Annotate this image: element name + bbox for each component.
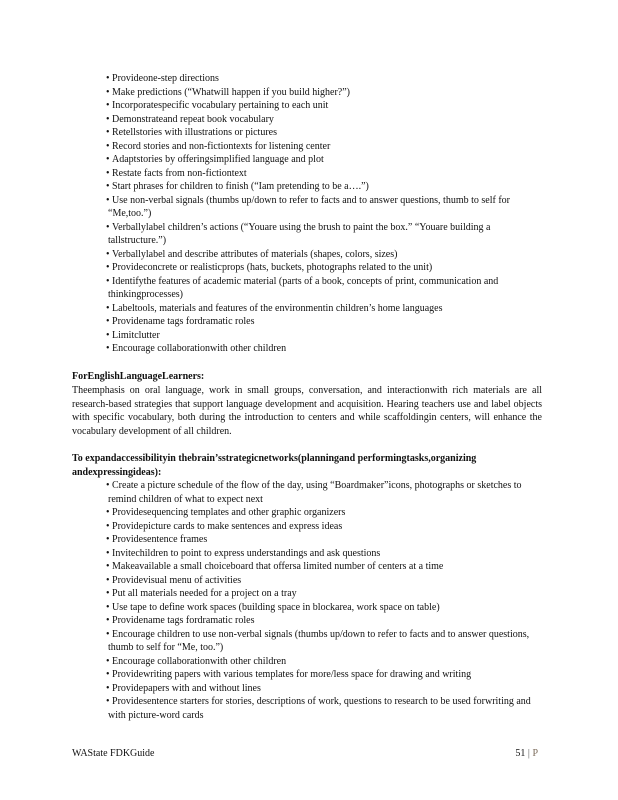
list-item: • Use non‐verbal signals (thumbs up/down to refer to facts and to answer questions, thumb to self for “Me,too.”) bbox=[108, 194, 540, 221]
list-item: • Put all materials needed for a project on a tray bbox=[108, 587, 540, 601]
list-item: • Verballylabel and describe attributes of materials (shapes, colors, sizes) bbox=[108, 248, 540, 262]
page-label: P bbox=[532, 748, 538, 759]
list-item: • Demonstrateand repeat book vocabulary bbox=[108, 113, 540, 127]
list-item: • Encourage collaborationwith other children bbox=[108, 342, 540, 356]
list-item: • Record stories and non‐fictiontexts for listening center bbox=[108, 140, 540, 154]
list-item: • Identifythe features of academic material (parts of a book, concepts of print, communication and thinkingprocesses) bbox=[108, 275, 540, 302]
ell-heading: ForEnglishLanguageLearners: bbox=[72, 371, 205, 382]
page-number: 51 bbox=[515, 748, 526, 759]
list-item: • Limitclutter bbox=[108, 329, 540, 343]
list-item: • Create a picture schedule of the flow of the day, using “Boardmaker”icons, photographs or sketches to remind children of what to expect next bbox=[108, 479, 540, 506]
list-item: • Providepapers with and without lines bbox=[108, 682, 540, 696]
list-item: • Start phrases for children to finish (“Iam pretending to be a….”) bbox=[108, 180, 540, 194]
list-item: • Encourage children to use non‐verbal signals (thumbs up/down to refer to facts and to answer questions, thumb to self for “Me, too.”) bbox=[108, 628, 540, 655]
accessibility-heading: To expandaccessibilityin thebrain’sstrategicnetworks(planningand performingtasks,organizing andexpressingideas): bbox=[72, 453, 477, 478]
footer-title: WAState FDKGuide bbox=[72, 748, 155, 759]
list-item: • Verballylabel children’s actions (“Youare using the brush to paint the box.” “Youare building a tallstructure.”) bbox=[108, 221, 540, 248]
list-item: • Invitechildren to point to express understandings and ask questions bbox=[108, 547, 540, 561]
list-item: • Provideone‐step directions bbox=[108, 72, 540, 86]
list-item: • Providename tags fordramatic roles bbox=[108, 315, 540, 329]
list-item: • Providevisual menu of activities bbox=[108, 574, 540, 588]
footer-page bbox=[515, 748, 538, 759]
list-item: • Make predictions (“Whatwill happen if you build higher?”) bbox=[108, 86, 540, 100]
list-item: • Providesequencing templates and other graphic organizers bbox=[108, 506, 540, 520]
list-item: • Retellstories with illustrations or pictures bbox=[108, 126, 540, 140]
list-item: • Incorporatespecific vocabulary pertaining to each unit bbox=[108, 99, 540, 113]
list-item: • Providename tags fordramatic roles bbox=[108, 614, 540, 628]
ell-paragraph: Theemphasis on oral language, work in small groups, conversation, and interactionwith rich materials are all research‐based strategies that support language development and acquisition. Hearing teachers use and label objects with specific vocabulary, both during the introduction to centers and while scaffoldingin centers, will enhance the vocabulary development of all children. bbox=[72, 385, 542, 437]
list-item: • Providewriting papers with various templates for more/less space for drawing and writing bbox=[108, 668, 540, 682]
list-item: • Labeltools, materials and features of the environmentin children’s home languages bbox=[108, 302, 540, 316]
page-separator: | bbox=[527, 748, 530, 759]
accessibility-list bbox=[108, 479, 540, 722]
list-item: • Provideconcrete or realisticprops (hats, buckets, photographs related to the unit) bbox=[108, 261, 540, 275]
list-item: • Makeavailable a small choiceboard that offersa limited number of centers at a time bbox=[108, 560, 540, 574]
list-item: • Restate facts from non‐fictiontext bbox=[108, 167, 540, 181]
list-item: • Adaptstories by offeringsimplified language and plot bbox=[108, 153, 540, 167]
list-item: • Use tape to define work spaces (building space in blockarea, work space on table) bbox=[108, 601, 540, 615]
strategies-list bbox=[108, 72, 540, 356]
list-item: • Providesentence frames bbox=[108, 533, 540, 547]
list-item: • Encourage collaborationwith other children bbox=[108, 655, 540, 669]
list-item: • Providepicture cards to make sentences and express ideas bbox=[108, 520, 540, 534]
list-item: • Providesentence starters for stories, descriptions of work, questions to research to be used forwriting and with picture‐word cards bbox=[108, 695, 540, 722]
